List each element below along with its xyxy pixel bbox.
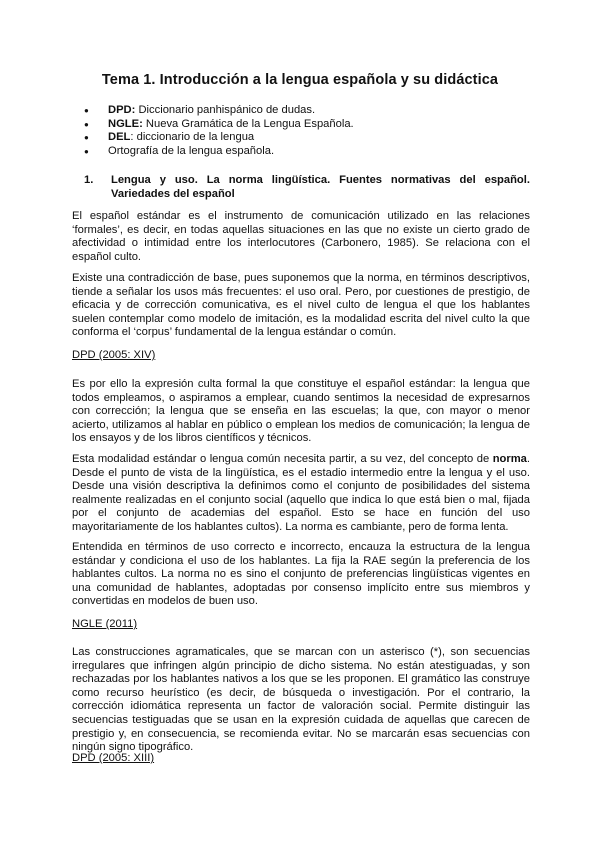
abbreviation-desc: Ortografía de la lengua española. — [108, 144, 275, 157]
list-item — [84, 131, 354, 145]
abbreviation-desc: Diccionario panhispánico de dudas. — [135, 104, 316, 116]
paragraph-1: El español estándar es el instrumento de comunicación utilizado en las relaciones ‘formales’, es decir, en todas aquellas situaciones en las que no existe un cierto grado de afectividad o intimidad entre los interlocutores (Carbonero, 1985). Se relaciona con el español culto. — [72, 210, 530, 263]
paragraph-2: Existe una contradicción de base, pues suponemos que la norma, en términos descriptivos, tiende a señalar los usos más frecuentes: el uso oral. Pero, por cuestiones de prestigio, de eficacia y de corrección comunicativa, es el nivel culto de lengua el que los hablantes suelen contemplar como modelo de imitación, es la modalidad escrita del nivel culto la que conforma el ‘corpus’ fundamental de la lengua estándar o común. — [72, 272, 530, 339]
abbreviation-term: DPD: — [108, 104, 136, 116]
abbreviation-term: DEL — [108, 131, 131, 144]
abbreviation-desc: : diccionario de la lengua — [130, 131, 255, 144]
paragraph-3: Es por ello la expresión culta formal la que constituye el español estándar: la lengua que todos empleamos, o aspiramos a emplear, cuando sentimos la necesidad de expresarnos con corrección; la lengua que se enseña en las escuelas; la que, con mayor o menor acierto, utilizamos al hablar en público o emplean los medios de comunicación; la lengua de los ensayos y de los libros científicos y técnicos. — [72, 378, 530, 445]
abbreviation-term: NGLE: — [108, 117, 143, 130]
list-item — [84, 104, 354, 118]
paragraph-5: Entendida en términos de uso correcto e incorrecto, encauza la estructura de la lengua estándar y condiciona el uso de los hablantes. La fija la RAE según la preferencia de los hablantes cultos. La norma no es sino el conjunto de preferencias lingüísticas vigentes en una comunidad de hablantes, adoptadas por consenso implícito entre sus miembros y convertidas en modelos de buen uso. — [72, 541, 530, 608]
paragraph-4-end: . Desde el punto de vista de la lingüística, es el estadio intermedio entre la lengua y el uso. Desde una visión descriptiva la definimos como el conjunto de posibilidades del sistema realmente realizadas en el conjunto social (aquello que indica lo que está bien o mal, fijada por el conjunto de academias del español. Esto se hace en función del uso mayoritariamente de los hablantes cultos). La norma es cambiante, pero de forma lenta. — [72, 453, 530, 533]
abbreviations-list — [84, 104, 354, 158]
section-heading — [84, 174, 530, 201]
paragraph-4-start: Esta modalidad estándar o lengua común necesita partir, a su vez, del concepto de — [72, 453, 493, 465]
paragraph-4 — [72, 453, 530, 535]
section-number: 1. — [84, 174, 94, 186]
reference-ngle: NGLE (2011) — [72, 618, 138, 630]
reference-dpd-xiv: DPD (2005: XIV) — [72, 349, 156, 361]
section-heading-text: Lengua y uso. La norma lingüística. Fuentes normativas del español. Variedades del español — [111, 174, 530, 200]
reference-dpd-xiii: DPD (2005: XIII) — [72, 752, 155, 764]
paragraph-6: Las construcciones agramaticales, que se marcan con un asterisco (*), son secuencias irregulares que infringen algún principio de dicho sistema. No están atestiguadas, y son rechazadas por los hablantes nativos a los que se les proponen. El gramático las construye como recurso heurístico (es decir, de búsqueda o investigación. Por el contrario, la corrección idiomática representa un factor de valoración social. Permite distinguir las secuencias testiguadas que se usan en la expresión cuidada de aquellas que carecen de prestigio y, en consecuencia, se recomienda evitar. No se marcarán esas secuencias con ningún signo tipográfico. — [72, 646, 530, 754]
list-item — [84, 118, 354, 132]
abbreviation-desc: Nueva Gramática de la Lengua Española. — [142, 117, 354, 130]
page-title: Tema 1. Introducción a la lengua española y su didáctica — [101, 72, 499, 88]
norma-term: norma — [492, 453, 527, 465]
list-item — [84, 145, 354, 159]
